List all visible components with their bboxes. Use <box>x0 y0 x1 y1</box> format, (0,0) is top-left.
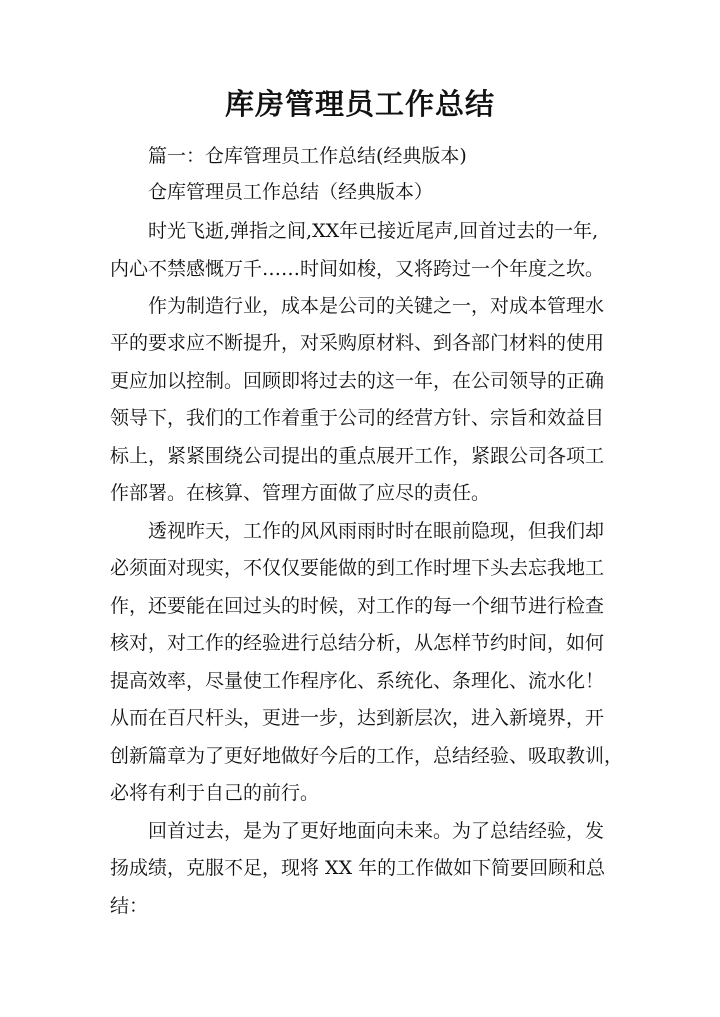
body-line: 核对，对工作的经验进行总结分析，从怎样节约时间，如何 <box>110 632 605 654</box>
body-line: 平的要求应不断提升，对采购原材料、到各部门材料的使用 <box>110 332 605 354</box>
body-line: 作部署。在核算、管理方面做了应尽的责任。 <box>110 482 491 504</box>
section-heading: 仓库管理员工作总结（经典版本） <box>148 181 434 203</box>
body-line: 内心不禁感慨万千……时间如梭，又将跨过一个年度之坎。 <box>110 258 605 280</box>
document-subtitle: 篇一：仓库管理员工作总结(经典版本) <box>148 145 467 167</box>
body-line: 时光飞逝,弹指之间,XX年已接近尾声,回首过去的一年, <box>148 220 599 242</box>
body-line: 提高效率，尽量使工作程序化、系统化、条理化、流水化！ <box>110 670 605 692</box>
body-line: 作为制造行业，成本是公司的关键之一，对成本管理水 <box>148 295 605 317</box>
body-line: 回首过去，是为了更好地面向未来。为了总结经验，发 <box>148 820 605 842</box>
body-line: 作，还要能在回过头的时候，对工作的每一个细节进行检查 <box>110 595 605 617</box>
body-line: 结： <box>110 895 149 917</box>
body-line: 标上，紧紧围绕公司提出的重点展开工作，紧跟公司各项工 <box>110 445 605 467</box>
body-line: 必将有利于自己的前行。 <box>110 782 320 804</box>
body-line: 从而在百尺杆头，更进一步，达到新层次，进入新境界，开 <box>110 707 605 729</box>
body-line: 透视昨天，工作的风风雨雨时时在眼前隐现，但我们却 <box>148 520 605 542</box>
body-line: 更应加以控制。回顾即将过去的这一年，在公司领导的正确 <box>110 370 605 392</box>
document-title: 库房管理员工作总结 <box>224 87 495 121</box>
body-line: 必须面对现实，不仅仅要能做的到工作时埋下头去忘我地工 <box>110 557 605 579</box>
body-line: 创新篇章为了更好地做好今后的工作，总结经验、吸取教训， <box>110 745 624 767</box>
body-line: 扬成绩，克服不足，现将 XX 年的工作做如下简要回顾和总 <box>110 857 606 879</box>
body-line: 领导下，我们的工作着重于公司的经营方针、宗旨和效益目 <box>110 407 605 429</box>
